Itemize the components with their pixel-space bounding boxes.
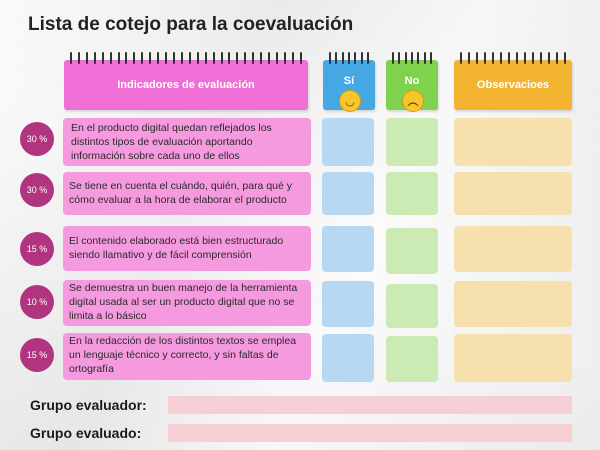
observation-cell[interactable]: [454, 334, 572, 382]
spiral-rings: [392, 52, 432, 64]
spiral-rings: [329, 52, 369, 64]
grupo-evaluado-label: Grupo evaluado:: [30, 425, 142, 441]
percent-badge: 15 %: [20, 232, 54, 266]
check-cell-no[interactable]: [386, 228, 438, 274]
percent-badge: 10 %: [20, 285, 54, 319]
percent-badge: 15 %: [20, 338, 54, 372]
header-indicadores: [64, 60, 308, 110]
observation-cell[interactable]: [454, 281, 572, 327]
spiral-rings: [70, 52, 302, 64]
indicator-text: En el producto digital quedan reflejados los distintos tipos de evaluación aportando información sobre cada uno de ellos: [63, 118, 311, 166]
observation-cell[interactable]: [454, 172, 572, 215]
check-cell-si[interactable]: [322, 172, 374, 215]
percent-badge: 30 %: [20, 173, 54, 207]
grupo-evaluador-label: Grupo evaluador:: [30, 397, 147, 413]
indicator-text: Se tiene en cuenta el cuándo, quién, para qué y cómo evaluar a la hora de elaborar el producto: [63, 172, 311, 215]
check-cell-si[interactable]: [322, 281, 374, 327]
header-no: [386, 60, 438, 110]
observation-cell[interactable]: [454, 118, 572, 166]
page-title: Lista de cotejo para la coevaluación: [28, 14, 354, 35]
header-indicadores-label: Indicadores de evaluación: [117, 79, 255, 91]
grupo-evaluador-field[interactable]: [168, 396, 572, 414]
check-cell-si[interactable]: [322, 118, 374, 166]
header-no-label: No: [404, 75, 420, 87]
check-cell-si[interactable]: [322, 334, 374, 382]
header-si: [323, 60, 375, 110]
indicator-text: El contenido elaborado está bien estructurado siendo llamativo y de fácil comprensión: [63, 226, 311, 271]
header-observaciones-label: Observacioes: [476, 79, 550, 91]
check-cell-si[interactable]: [322, 226, 374, 272]
spiral-rings: [460, 52, 566, 64]
indicator-text: Se demuestra un buen manejo de la herramienta digital usada al ser un producto digital que no se limita a lo básico: [63, 280, 311, 326]
percent-badge: 30 %: [20, 122, 54, 156]
grupo-evaluado-field[interactable]: [168, 424, 572, 442]
check-cell-no[interactable]: [386, 336, 438, 382]
check-cell-no[interactable]: [386, 118, 438, 166]
smiling-face-icon: ◡: [339, 90, 361, 112]
observation-cell[interactable]: [454, 226, 572, 272]
header-si-label: Sí: [343, 75, 355, 87]
header-observaciones: [454, 60, 572, 110]
indicator-text: En la redacción de los distintos textos se emplea un lenguaje técnico y correcto, y sin faltas de ortografía: [63, 333, 311, 380]
check-cell-no[interactable]: [386, 284, 438, 328]
sad-face-icon: ︵: [402, 90, 424, 112]
check-cell-no[interactable]: [386, 172, 438, 215]
